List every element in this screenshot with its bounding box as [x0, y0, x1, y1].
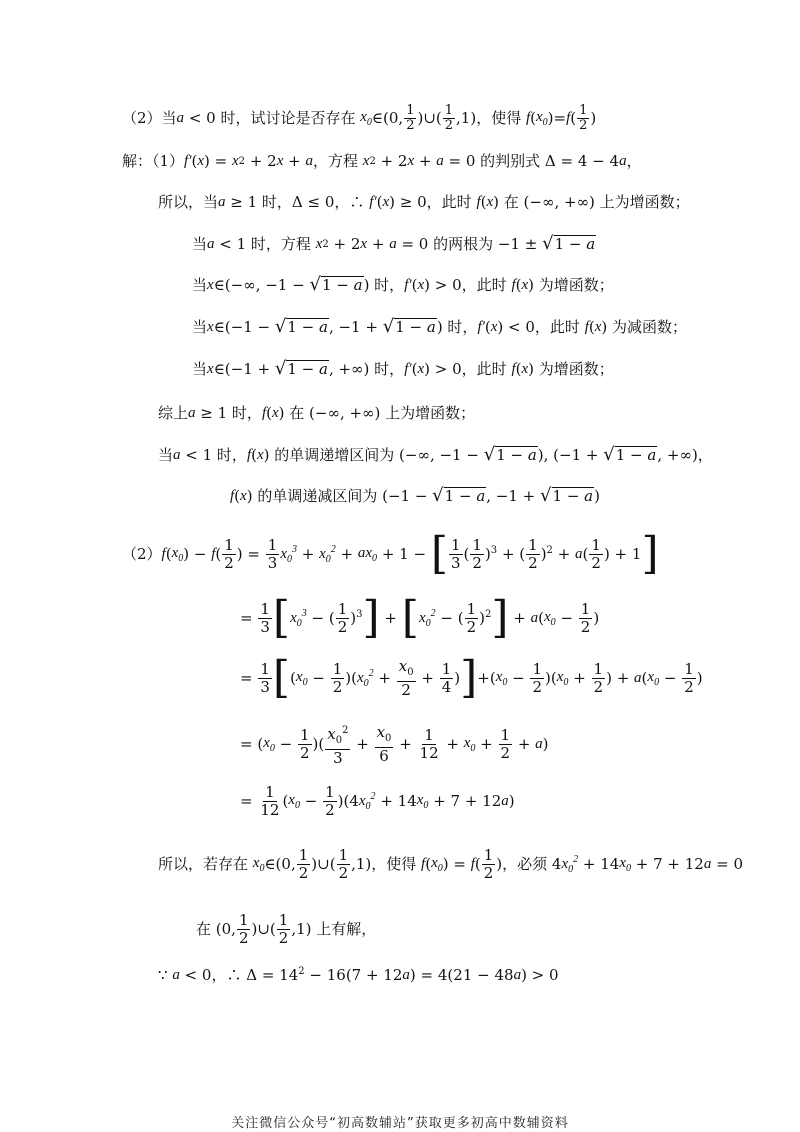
solution-line-2: 所以，当 a ≥ 1 时，Δ ≤ 0，∴ f′ ( x ) ≥ 0，此时 f ( x ) 在 (−∞, +∞) 上为增函数；: [158, 193, 690, 211]
solution-line-1: 解：（1） f′ ( x ) = x 2 + 2 x + a ，方程 x 2 + 2 x + a = 0 的判别式 Δ = 4 − 4 a ，: [122, 152, 642, 170]
solution-line-9: f ( x ) 的单调递减区间为 (−1 − √ 1 − a , −1 + √ 1 − a ): [230, 485, 600, 506]
part2-line-6: 所以，若存在 $x_0$ ∈(0, $\frac{1}{2}$ )∪( $\frac{1}{2}$ ,1)，使得 f ( $x_0$ ) = f ( $\frac{1}{2}$ )，必须 4 $x_0^2$ + 14 $x_0$ + 7 + 12 a = 0: [158, 846, 744, 882]
solution-line-4: 当 x ∈(−∞, −1 − √ 1 − a ) 时， f′ ( x ) > 0，此时 f ( x ) 为增函数；: [192, 274, 614, 295]
footer-note: 关注微信公众号“初高数辅站”获取更多初高中数辅资料: [231, 1116, 569, 1131]
solution-line-6: 当 x ∈(−1 + √ 1 − a , +∞) 时， f′ ( x ) > 0，此时 f ( x ) 为增函数；: [192, 358, 614, 379]
part2-line-3: = $\frac{1}{3}$ [ ( $x_0$ − $\frac{1}{2}$ )( $x_0^2$ + $\frac{x_0}{2}$ + $\frac{1}{4}$ ) ] +( $x_0$ − $\frac{1}{2}$ )( $x_0$ + $\frac{1}{2}$ ) + a ( $x_0$ − $\frac{1}{2}$ ): [240, 652, 703, 703]
part2-line-2: = $\frac{1}{3}$ [ $x_0^3$ − ( $\frac{1}{2}$ )$^3$ ] + [ $x_0^2$ − ( $\frac{1}{2}$ )$^2$ ] + a ( $x_0$ − $\frac{1}{2}$ ): [240, 592, 600, 643]
part2-line-1: （2） f ( $x_0$ ) − f ( $\frac{1}{2}$ ) = $\frac{1}{3}$ $x_0^3$ + $x_0^2$ + $ax_0$ + 1 − [ $\frac{1}{3}$ ( $\frac{1}{2}$ )$^3$ + ( $\frac{1}{2}$ )$^2$ + a ( $\frac{1}{2}$ ) + 1 ]: [122, 528, 659, 579]
solution-line-7: 综上 a ≥ 1 时， f ( x ) 在 (−∞, +∞) 上为增函数；: [158, 404, 476, 422]
part2-line-7: 在 (0, $\frac{1}{2}$ )∪( $\frac{1}{2}$ ,1) 上有解，: [196, 911, 377, 947]
solution-line-3: 当 a < 1 时，方程 x 2 + 2 x + a = 0 的两根为 −1 ± √ 1 − a: [192, 233, 596, 254]
question-2-text: （2）当 a < 0 时，试讨论是否存在 $x_0$ ∈(0, $\frac{1}{2}$ )∪( $\frac{1}{2}$ ,1)，使得 f ( $x_0$ )= f ( $\frac{1}{2}$ ): [122, 103, 597, 133]
solution-line-5: 当 x ∈(−1 − √ 1 − a , −1 + √ 1 − a ) 时， f′ ( x ) < 0，此时 f ( x ) 为减函数；: [192, 316, 688, 337]
solution-line-8: 当 a < 1 时， f ( x ) 的单调递增区间为 (−∞, −1 − √ 1 − a ), (−1 + √ 1 − a , +∞)，: [158, 444, 713, 465]
part2-line-5: = $\frac{1}{12}$ ( $x_0$ − $\frac{1}{2}$ )(4 $x_0^2$ + 14 $x_0$ + 7 + 12 a ): [240, 783, 515, 819]
part2-line-8: ∵ a < 0，∴ $\Delta = 14^2 - 16(7 + 12$ a ) = 4(21 − 48 a ) > 0: [158, 965, 559, 984]
part2-line-4: = ( $x_0$ − $\frac{1}{2}$ )( $\frac{x_0^2}{3}$ + $\frac{x_0}{6}$ + $\frac{1}{12}$ + $x_0$ + $\frac{1}{2}$ + a ): [240, 723, 549, 767]
